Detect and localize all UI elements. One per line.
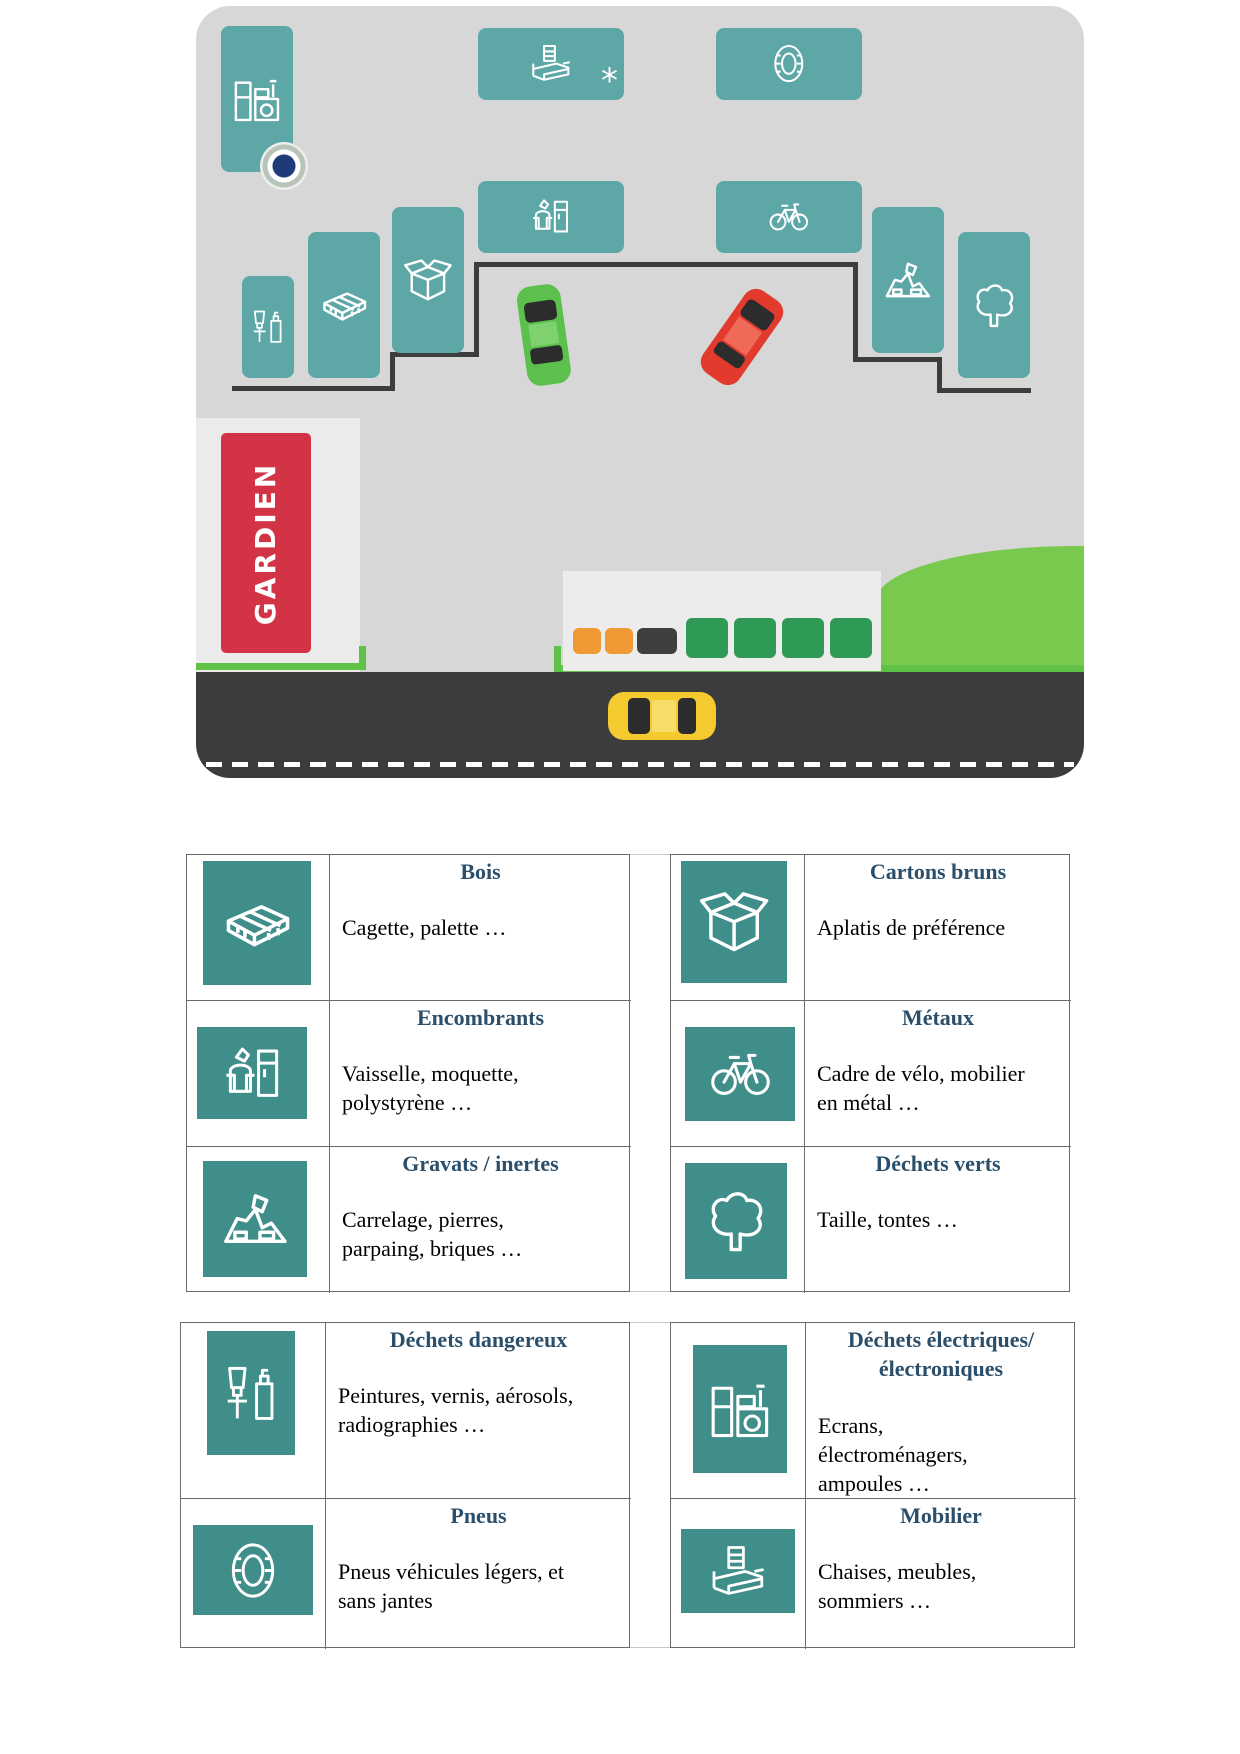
legend-table-right-1 [670, 854, 1070, 1292]
bicycle-icon [685, 1027, 795, 1121]
furniture-bed-icon [681, 1529, 795, 1613]
legend-desc: Cagette, palette … [342, 915, 507, 940]
bin-cartons [392, 207, 464, 353]
legend-desc: sans jantes [338, 1588, 433, 1613]
legend-desc: Vaisselle, moquette, [342, 1061, 519, 1086]
guardian-booth [221, 433, 311, 653]
tree-icon [685, 1163, 787, 1279]
legend-text-cell [330, 855, 631, 1001]
red-car [692, 282, 792, 392]
legend-desc: polystyrène … [342, 1090, 473, 1115]
legend-text-cell [806, 1323, 1076, 1499]
legend-desc: Chaises, meubles, [818, 1559, 977, 1584]
legend-table-left-2 [180, 1322, 630, 1648]
legend-title: électroniques [878, 1356, 1004, 1381]
legend-icon-cell [181, 1323, 326, 1499]
bin-gravats [872, 207, 944, 353]
green-car [514, 281, 574, 391]
quay-wall [853, 262, 858, 362]
bulky-items-icon [507, 195, 595, 238]
legend-title: Bois [460, 859, 501, 884]
legend-gap [630, 1322, 670, 1648]
indicator-light [686, 618, 728, 658]
legend-text-cell [330, 1147, 631, 1293]
appliances-icon [693, 1345, 787, 1473]
asterisk-mark: * [601, 61, 618, 101]
legend-icon-cell [187, 855, 330, 1001]
legend-title: Gravats / inertes [402, 1151, 559, 1176]
paint-spray-icon [207, 1331, 295, 1455]
legend-desc: Pneus véhicules légers, et [338, 1559, 565, 1584]
road-markings [206, 762, 1074, 767]
legend-desc: Aplatis de préférence [817, 915, 1006, 940]
recycling-center-plan [196, 6, 1084, 778]
legend-icon-cell [187, 1001, 330, 1147]
bin-dechets-dangereux [242, 276, 294, 378]
bulky-items-icon [197, 1027, 307, 1119]
legend-table-right-2 [670, 1322, 1075, 1648]
legend-icon-cell [671, 1001, 805, 1147]
legend-desc: Cadre de vélo, mobilier [817, 1061, 1025, 1086]
legend-text-cell [805, 855, 1071, 1001]
bin-bois [308, 232, 380, 378]
yellow-car [604, 686, 720, 746]
legend-title: Cartons bruns [869, 859, 1007, 884]
cardboard-box-icon [681, 861, 787, 983]
bin-encombrants [478, 181, 624, 253]
legend-text-cell [326, 1499, 631, 1649]
legend-icon-cell [671, 855, 805, 1001]
indicator-light [830, 618, 872, 658]
legend-title: Déchets dangereux [389, 1327, 568, 1352]
legend-icon-cell [671, 1147, 805, 1293]
legend-title: Déchets verts [875, 1151, 1001, 1176]
quay-wall [474, 262, 857, 267]
legend-title: Métaux [901, 1005, 975, 1030]
legend-desc: sommiers … [818, 1588, 932, 1613]
pallet-icon [318, 279, 370, 331]
furniture-bed-icon [507, 42, 595, 85]
quay-wall [390, 352, 395, 391]
legend-text-cell [330, 1001, 631, 1147]
quay-wall [937, 388, 1031, 393]
legend-text-cell [805, 1147, 1071, 1293]
pallet-icon [203, 861, 311, 985]
legend-title: Encombrants [416, 1005, 545, 1030]
indicator-light [734, 618, 776, 658]
appliances-icon [231, 73, 283, 125]
rubble-icon [882, 254, 934, 306]
paint-spray-icon [249, 308, 286, 345]
indicator-light [637, 628, 677, 654]
indicator-light [573, 628, 601, 654]
rubble-icon [203, 1161, 307, 1277]
legend-desc: électroménagers, [818, 1442, 968, 1467]
legend-desc: radiographies … [338, 1412, 486, 1437]
lawn [876, 546, 1084, 678]
legend-desc: parpaing, briques … [342, 1236, 523, 1261]
legend-desc: en métal … [817, 1090, 920, 1115]
quay-wall [232, 386, 394, 391]
quay-wall [853, 357, 941, 362]
legend-icon-cell [187, 1147, 330, 1293]
eco-label-badge [260, 142, 308, 190]
legend-gap [630, 854, 670, 1292]
legend-text-cell [805, 1001, 1071, 1147]
bin-pneus [716, 28, 862, 100]
bin-metaux [716, 181, 862, 253]
indicator-light [605, 628, 633, 654]
legend-desc: ampoules … [818, 1471, 930, 1496]
tire-icon [193, 1525, 313, 1615]
legend-table-left-1 [186, 854, 630, 1292]
quay-wall [474, 262, 479, 357]
legend-text-cell [806, 1499, 1076, 1649]
curb-left-end [359, 646, 366, 670]
legend-title: Déchets électriques/ [847, 1327, 1035, 1352]
legend-title: Pneus [450, 1503, 507, 1528]
bin-dechets-verts [958, 232, 1030, 378]
bin-mobilier [478, 28, 624, 100]
legend-icon-cell [181, 1499, 326, 1649]
indicator-light [782, 618, 824, 658]
legend-desc: Carrelage, pierres, [342, 1207, 504, 1232]
cardboard-box-icon [402, 254, 454, 306]
legend-text-cell [326, 1323, 631, 1499]
tree-icon [968, 279, 1020, 331]
guardian-label: GARDIEN [249, 461, 283, 625]
legend-desc: Peintures, vernis, aérosols, [338, 1383, 574, 1408]
curb-left [196, 663, 366, 670]
legend-title: Mobilier [900, 1503, 982, 1528]
legend-icon-cell [671, 1499, 806, 1649]
tire-icon [745, 42, 833, 85]
legend-desc: Taille, tontes … [817, 1207, 958, 1232]
bicycle-icon [745, 195, 833, 238]
legend-desc: Ecrans, [818, 1413, 884, 1438]
legend-icon-cell [671, 1323, 806, 1499]
